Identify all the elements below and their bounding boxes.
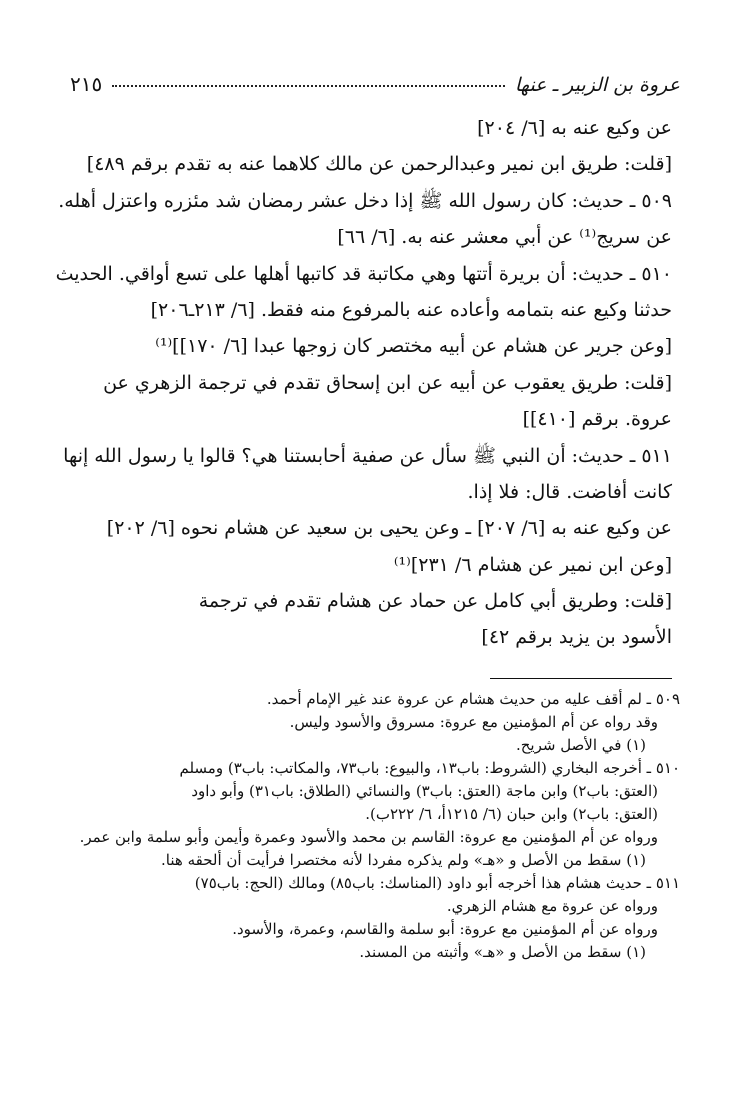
footnote-line: وقد رواه عن أم المؤمنين مع عروة: مسروق والأسود وليس. <box>289 713 658 731</box>
running-title: عروة بن الزبير ـ عنها <box>514 74 680 96</box>
text-line: كانت أفاضت. قال: فلا إذا. <box>467 480 672 503</box>
header-dotted-rule <box>112 85 505 87</box>
text-line: [قلت: طريق ابن نمير وعبدالرحمن عن مالك كلاهما عنه به تقدم برقم ٤٨٩] <box>86 153 672 176</box>
footnote-line: ورواه عن عروة مع هشام الزهري. <box>446 897 658 915</box>
text-line: [وعن ابن نمير عن هشام ٦/ ٢٣١]⁽¹⁾ <box>393 553 672 576</box>
footnote-line: (العتق: باب٢) وابن حبان (٦/ ١٢١٥أ، ٦/ ٢٢٢ب). <box>365 805 658 823</box>
text-line: [وعن جرير عن هشام عن أبيه مختصر كان زوجها عبدا [٦/ ١٧٠]]⁽¹⁾ <box>155 335 672 358</box>
text-line: [قلت: طريق يعقوب عن أبيه عن ابن إسحاق تقدم في ترجمة الزهري عن <box>103 371 672 394</box>
text-line: عن وكيع عنه به [٦/ ٢٠٤] <box>477 117 672 139</box>
text-line: [قلت: وطريق أبي كامل عن حماد عن هشام تقدم في ترجمة <box>198 590 672 613</box>
footnote-separator <box>490 678 672 679</box>
text-line: عن وكيع عنه به [٦/ ٢٠٧] ـ وعن يحيى بن سعيد عن هشام نحوه [٦/ ٢٠٢] <box>106 517 672 540</box>
page-number: ٢١٥ <box>70 72 103 96</box>
hadith-510-line: ٥١٠ ـ حديث: أن بريرة أتتها وهي مكاتبة قد كاتبها أهلها على تسع أواقي. الحديث <box>55 262 672 285</box>
footnote-line: ٥١٠ ـ أخرجه البخاري (الشروط: باب١٣، والبيوع: باب٧٣، والمكاتب: باب٣) ومسلم <box>179 759 680 777</box>
footnote-line: ورواه عن أم المؤمنين مع عروة: أبو سلمة والقاسم، وعمرة، والأسود. <box>232 920 658 938</box>
hadith-511-line: ٥١١ ـ حديث: أن النبي ﷺ سأل عن صفية أحابستنا هي؟ قالوا يا رسول الله إنها <box>63 444 672 467</box>
footnote-line: ورواه عن أم المؤمنين مع عروة: القاسم بن محمد والأسود وعمرة وأيمن وأبو سلمة وابن عمر. <box>79 828 658 846</box>
text-line: عروة. برقم [٤١٠]] <box>522 408 672 431</box>
text-line: الأسود بن يزيد برقم ٤٢] <box>481 626 672 649</box>
page-header <box>70 60 680 96</box>
footnote-line: (١) سقط من الأصل و «هـ» ولم يذكره مفردا لأنه مختصرا فرأيت أن ألحقه هنا. <box>161 851 646 869</box>
footnote-line: (١) سقط من الأصل و «هـ» وأثبته من المسند. <box>359 943 646 961</box>
footnote-line: ٥٠٩ ـ لم أقف عليه من حديث هشام عن عروة عند غير الإمام أحمد. <box>266 690 680 708</box>
text-line: عن سريج⁽¹⁾ عن أبي معشر عنه به. [٦/ ٦٦] <box>337 226 672 249</box>
footnotes <box>79 688 680 964</box>
hadith-509-line: ٥٠٩ ـ حديث: كان رسول الله ﷺ إذا دخل عشر رمضان شد مئزره واعتزل أهله. <box>58 189 672 212</box>
footnote-line: ٥١١ ـ حديث هشام هذا أخرجه أبو داود (المناسك: باب٨٥) ومالك (الحج: باب٧٥) <box>194 874 680 892</box>
footnote-line: (١) في الأصل شريح. <box>515 736 646 754</box>
main-text <box>55 110 672 656</box>
footnote-line: (العتق: باب٢) وابن ماجة (العتق: باب٣) والنسائي (الطلاق: باب٣١) وأبو داود <box>191 782 658 800</box>
text-line: حدثنا وكيع عنه بتمامه وأعاده عنه بالمرفوع منه فقط. [٦/ ٢١٣ـ٢٠٦] <box>150 298 672 321</box>
